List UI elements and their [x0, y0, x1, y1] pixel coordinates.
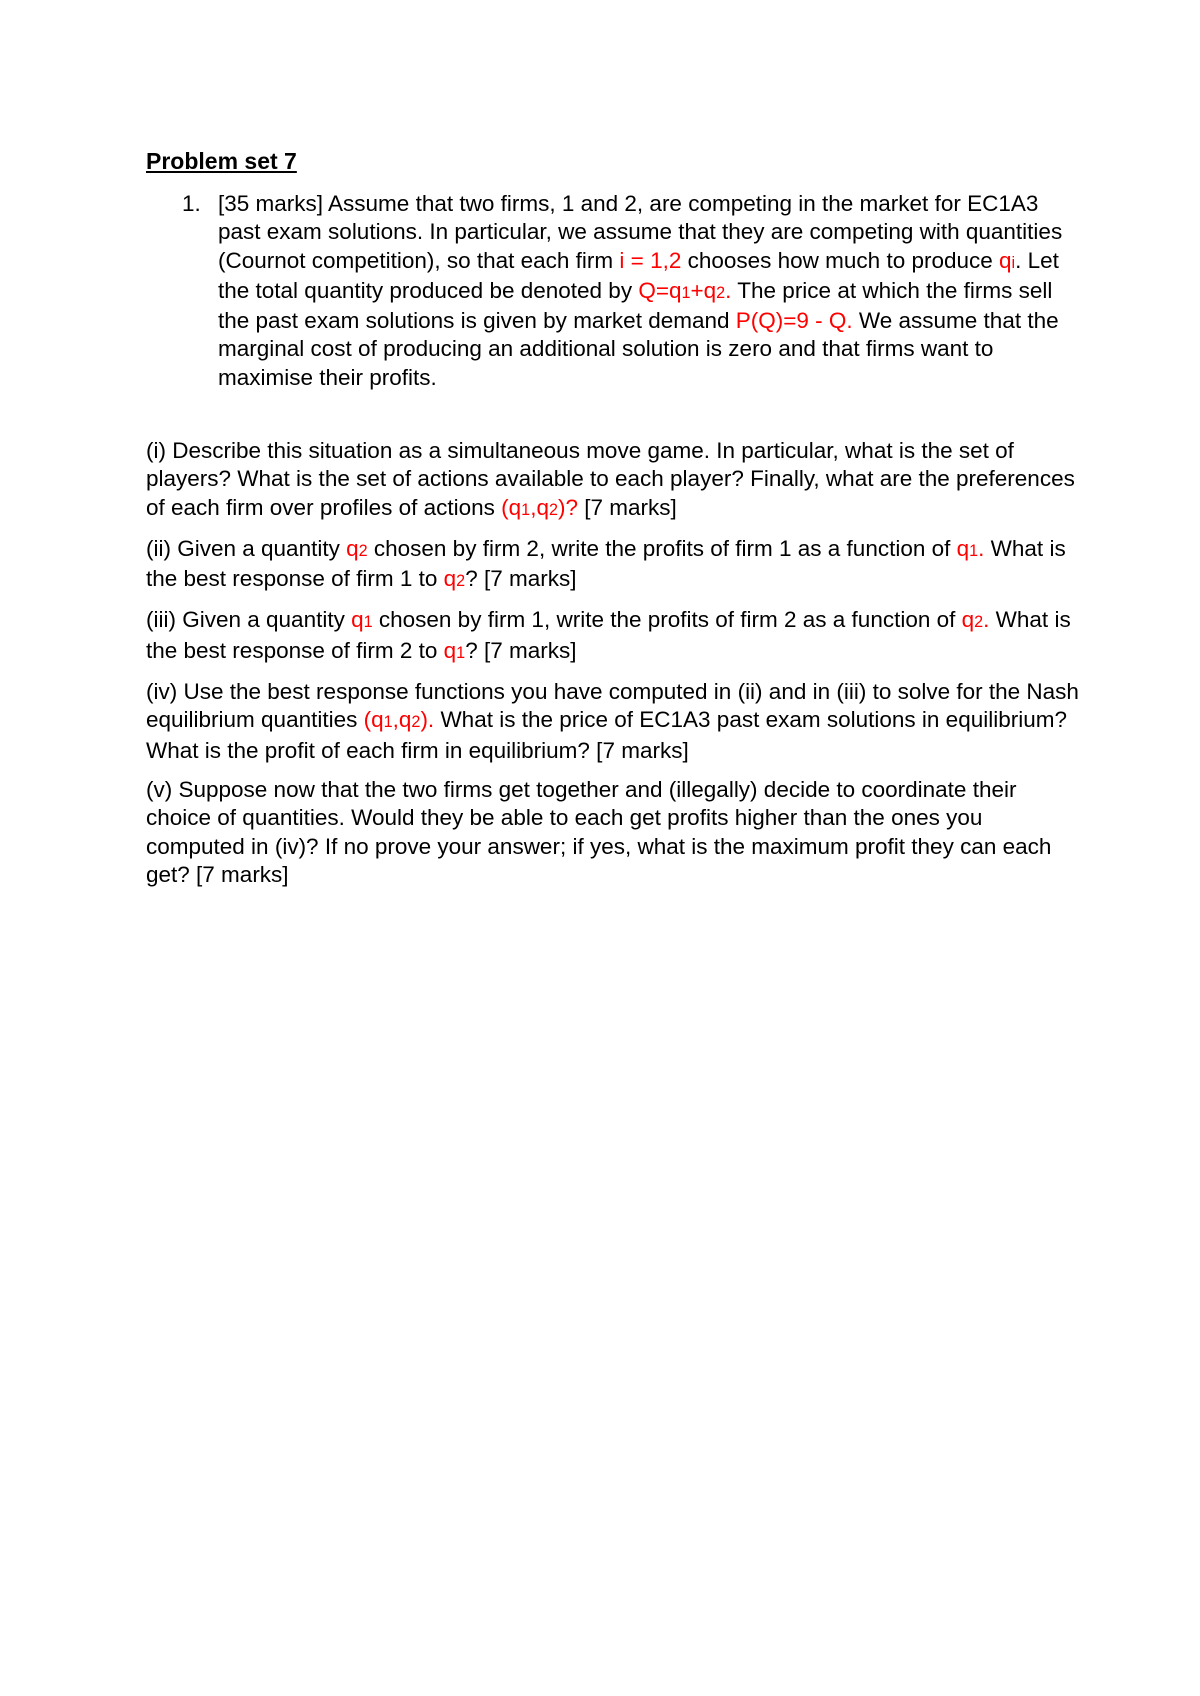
problem-number: 1.	[182, 191, 201, 216]
profile-open: (q	[363, 707, 384, 733]
q-subscript: 2	[358, 541, 368, 560]
q-symbol: q	[443, 566, 457, 592]
profile-open: (q	[501, 494, 522, 520]
part-ii-q-a	[346, 536, 368, 561]
part-ii-q-c	[444, 566, 466, 591]
q-subscript: 1	[969, 541, 979, 560]
part-ii-text-3: What is the best response of firm 1 to	[146, 535, 1066, 592]
q-subscript: 2	[974, 613, 984, 632]
total-q-sub-2: 2	[716, 283, 726, 302]
part-iii-text-1: (iii) Given a quantity	[146, 607, 352, 633]
part-iii-q-a	[351, 607, 373, 632]
total-q-part-2: +q	[690, 277, 717, 303]
demand-function-notation: P(Q)=9 - Q.	[735, 308, 853, 334]
part-iii	[146, 606, 1086, 667]
profile-close: )?	[557, 494, 578, 520]
part-ii-text-1: (ii) Given a quantity	[146, 535, 347, 561]
profile-mid: ,q	[530, 494, 549, 520]
total-q-sub-1: 1	[681, 283, 691, 302]
total-quantity-notation	[638, 278, 731, 303]
q-subscript: 1	[456, 643, 466, 662]
part-i-profile-notation	[501, 495, 578, 520]
profile-sub-1: 1	[521, 500, 531, 519]
q-symbol: q	[346, 535, 359, 561]
problem-set-title: Problem set 7	[146, 148, 297, 174]
quantity-qi-notation	[999, 248, 1015, 273]
part-ii	[146, 535, 1086, 596]
part-i	[146, 437, 1086, 524]
part-ii-text-2: chosen by firm 2, write the profits of firm 1 as a function of	[367, 535, 957, 561]
problem-text-1: Assume that two firms, 1 and 2, are competing in the market for EC1A3 past exam solutions. In particular, we assume that they are competing with quantities (Cournot competition), so that each firm	[218, 191, 1063, 273]
part-v-text: (v) Suppose now that the two firms get together and (illegally) decide to coordinate their choice of quantities. Would they be able to each get profits higher than the ones you computed in (iv)? If no prove your answer; if yes, what is the maximum profit they can each get? [7 marks]	[146, 776, 1052, 887]
q-period: .	[978, 535, 985, 561]
firm-index-notation: i = 1,2	[619, 247, 682, 273]
part-iv-quantities-notation	[364, 707, 435, 732]
part-iii-q-c	[444, 638, 466, 663]
part-i-text-1: (i) Describe this situation as a simultaneous move game. In particular, what is the set of players? What is the set of actions available to each player? Finally, what are the preferences of each firm over profiles of actions	[146, 438, 1075, 520]
q-period: .	[983, 607, 990, 633]
q-subscript: 2	[456, 572, 466, 591]
profile-sub-2: 2	[548, 500, 558, 519]
problem-text-5: We assume that the marginal cost of producing an additional solution is zero and that firms want to maximise their profits.	[218, 308, 1059, 390]
q-symbol: q	[351, 607, 364, 633]
part-ii-text-4: ? [7 marks]	[465, 566, 577, 592]
part-iii-text-3: What is the best response of firm 2 to	[146, 607, 1071, 663]
question-parts	[146, 437, 1086, 900]
qi-subscript: i	[1011, 253, 1016, 272]
total-q-part-3: .	[725, 277, 732, 303]
problem-text-4: The price at which the firms sell the past exam solutions is given by market demand	[218, 277, 1053, 334]
part-iii-text-2: chosen by firm 1, write the profits of firm 2 as a function of	[372, 607, 962, 633]
q-symbol: q	[443, 637, 457, 663]
profile-sub-2: 2	[411, 713, 421, 732]
qi-symbol: q	[999, 247, 1012, 273]
part-ii-q-b	[957, 536, 985, 561]
q-symbol: q	[961, 607, 975, 633]
q-subscript: 1	[363, 613, 373, 632]
problem-marks: [35 marks]	[218, 191, 324, 216]
profile-close: ).	[420, 707, 435, 733]
q-symbol: q	[956, 535, 970, 561]
part-i-text-2: [7 marks]	[577, 494, 677, 520]
part-iii-text-4: ? [7 marks]	[465, 637, 577, 663]
part-iv-text-1: (iv) Use the best response functions you have computed in (ii) and in (iii) to solve for the Nash equilibrium quantities	[146, 679, 1079, 733]
part-v	[146, 776, 1086, 889]
profile-sub-1: 1	[383, 713, 393, 732]
problem-text-3: . Let the total quantity produced be denoted by	[218, 247, 1059, 303]
profile-mid: ,q	[392, 707, 412, 733]
part-iv	[146, 678, 1086, 765]
part-iii-q-b	[962, 607, 990, 632]
problem-1	[146, 190, 1086, 392]
problem-1-text	[218, 190, 1086, 392]
total-q-part-1: Q=q	[638, 277, 682, 303]
problem-text-2: chooses how much to produce	[681, 247, 1000, 273]
part-iv-text-2: What is the price of EC1A3 past exam solutions in equilibrium? What is the profit of each firm in equilibrium? [7 marks]	[146, 707, 1067, 763]
